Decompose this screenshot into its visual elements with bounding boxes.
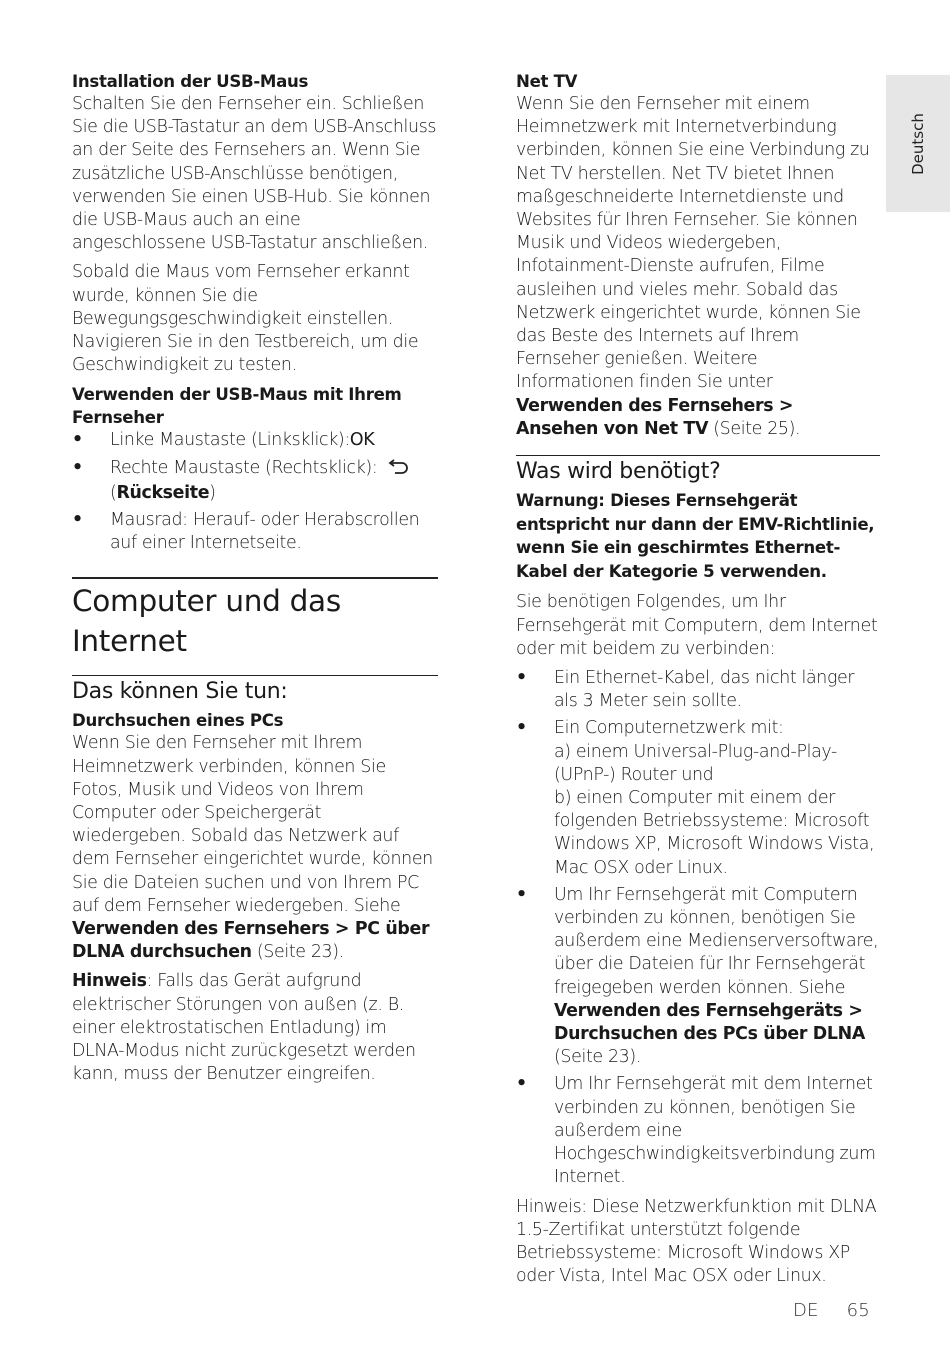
left-column xyxy=(72,70,438,1093)
page-footer xyxy=(793,1300,870,1321)
browse-pc-link[interactable]: Verwenden des Fernsehers > PC über DLNA durchsuchen xyxy=(72,919,430,963)
bullet: • xyxy=(516,1074,527,1095)
wheel-text: Mausrad: Herauf- oder Herabscrollen auf einer Internetseite. xyxy=(110,510,420,554)
note-body: : Falls das Gerät aufgrund elektrischer Störungen von außen (z. B. einer elektrostatischen Entladung) im DLNA-Modus nicht zurückgesetzt werden kann, muss der Benutzer eingreifen. xyxy=(72,971,416,1085)
bullet: • xyxy=(516,884,527,905)
requirements-list xyxy=(516,667,880,1189)
note-label: Hinweis xyxy=(72,971,147,992)
section-title: Computer und das Internet xyxy=(72,577,438,675)
bullet: • xyxy=(72,510,83,531)
net-tv-heading: Net TV xyxy=(516,72,578,91)
internet-text: Um Ihr Fernsehgerät mit dem Internet verbinden zu können, benötigen Sie außerdem eine Hochgeschwindigkeitsverbindung zum Internet. xyxy=(554,1074,876,1188)
ok-key-label: OK xyxy=(349,430,375,451)
network-intro: Ein Computernetzwerk mit: xyxy=(554,718,784,739)
requirements-heading: Was wird benötigt? xyxy=(516,455,880,489)
list-item xyxy=(72,509,438,555)
bullet: • xyxy=(72,457,83,478)
usb-mouse-use-heading: Verwenden der USB-Maus mit Ihrem Fernseher xyxy=(72,385,402,428)
list-item xyxy=(516,884,880,1070)
server-link[interactable]: Verwenden des Fernsehgeräts > Durchsuchen des PCs über DLNA xyxy=(554,1000,865,1045)
list-item xyxy=(72,457,438,505)
footer-language: DE xyxy=(793,1300,819,1321)
browse-pc-body: Wenn Sie den Fernseher mit Ihrem Heimnetzwerk verbinden, können Sie Fotos, Musik und Videos von Ihrem Computer oder Speichergerät wiedergeben. Sobald das Netzwerk auf dem Fernseher eingerichtet wurde, können Sie die Dateien suchen und von Ihrem PC auf dem Fernseher wiedergeben. Siehe xyxy=(72,733,433,916)
browse-pc-heading: Durchsuchen eines PCs xyxy=(72,711,284,731)
network-b: b) einen Computer mit einem der folgenden Betriebssysteme: Microsoft Windows XP, Microsoft Windows Vista, Mac OSX oder Linux. xyxy=(554,788,875,878)
list-item xyxy=(72,429,438,452)
net-tv-link[interactable]: Verwenden des Fernsehers > Ansehen von Net TV xyxy=(516,395,794,439)
browse-pc-text xyxy=(72,732,438,964)
net-tv-body: Wenn Sie den Fernseher mit einem Heimnetzwerk mit Internetverbindung verbinden, können Sie eine Verbindung zu Net TV herstellen. Net TV bietet Ihnen maßgeschneiderte Internetdienste und Websites für Ihren Fernseher. Sie können Musik und Videos wiedergeben, Infotainment-Dienste aufrufen, Filme ausleihen und vieles mehr. Sobald das Netzwerk eingerichtet wurde, können Sie das Beste des Internets auf Ihrem Fernseher genießen. Weitere Informationen finden Sie unter xyxy=(516,94,870,393)
cable-text: Ein Ethernet-Kabel, das nicht länger als 3 Meter sein sollte. xyxy=(554,668,855,712)
requirements-intro: Sie benötigen Folgendes, um Ihr Fernsehgerät mit Computern, dem Internet oder mit beidem zu verbinden: xyxy=(516,592,878,659)
right-click-text: Rechte Maustaste (Rechtsklick): xyxy=(110,457,378,478)
bullet: • xyxy=(516,668,527,689)
dlna-note: Hinweis: Diese Netzwerkfunktion mit DLNA 1.5-Zertifikat unterstützt folgende Betriebssysteme: Microsoft Windows XP oder Vista, Intel Mac OSX oder Linux. xyxy=(516,1196,877,1287)
emc-warning: Warnung: Dieses Fernsehgerät entspricht nur dann der EMV-Richtlinie, wenn Sie ein geschirmtes Ethernet-Kabel der Kategorie 5 verwenden. xyxy=(516,491,875,581)
usb-mouse-speed-text: Sobald die Maus vom Fernseher erkannt wurde, können Sie die Bewegungsgeschwindigkeit einstellen. Navigieren Sie in den Testbereich, um die Geschwindigkeit zu testen. xyxy=(72,262,419,376)
what-you-can-do-heading: Das können Sie tun: xyxy=(72,675,438,709)
usb-mouse-list xyxy=(72,429,438,555)
browse-pc-page: (Seite 23). xyxy=(251,942,344,963)
right-column xyxy=(516,70,880,1294)
note-text xyxy=(72,970,438,1086)
language-side-tab xyxy=(886,75,950,212)
page-number: 65 xyxy=(846,1300,870,1321)
back-key-label: Rückseite xyxy=(116,482,210,503)
usb-mouse-install-text: Schalten Sie den Fernseher ein. Schließen Sie die USB-Tastatur an dem USB-Anschluss an der Seite des Fernsehers an. Wenn Sie zusätzliche USB-Anschlüsse benötigen, verwenden Sie einen USB-Hub. Sie können die USB-Maus auch an eine angeschlossene USB-Tastatur anschließen. xyxy=(72,94,437,254)
back-icon xyxy=(387,459,409,482)
server-page: (Seite 23). xyxy=(554,1047,641,1068)
bullet: • xyxy=(72,430,83,451)
bullet: • xyxy=(516,718,527,739)
list-item xyxy=(516,667,880,713)
network-a: a) einem Universal-Plug-and-Play-(UPnP-) Router und xyxy=(554,741,837,785)
open-paren: ( xyxy=(110,482,117,503)
close-paren: ) xyxy=(209,482,216,503)
language-label: Deutsch xyxy=(909,112,927,175)
list-item xyxy=(516,717,880,879)
list-item xyxy=(516,1073,880,1189)
server-text: Um Ihr Fernsehgerät mit Computern verbinden zu können, benötigen Sie außerdem eine Medienserversoftware, über die Dateien für Ihr Fernsehgerät freigegeben werden können. Siehe xyxy=(554,884,879,998)
net-tv-page: (Seite 25). xyxy=(708,418,801,439)
left-click-text: Linke Maustaste (Linksklick): xyxy=(110,430,350,451)
usb-mouse-install-heading: Installation der USB-Maus xyxy=(72,72,309,91)
net-tv-text xyxy=(516,93,880,441)
